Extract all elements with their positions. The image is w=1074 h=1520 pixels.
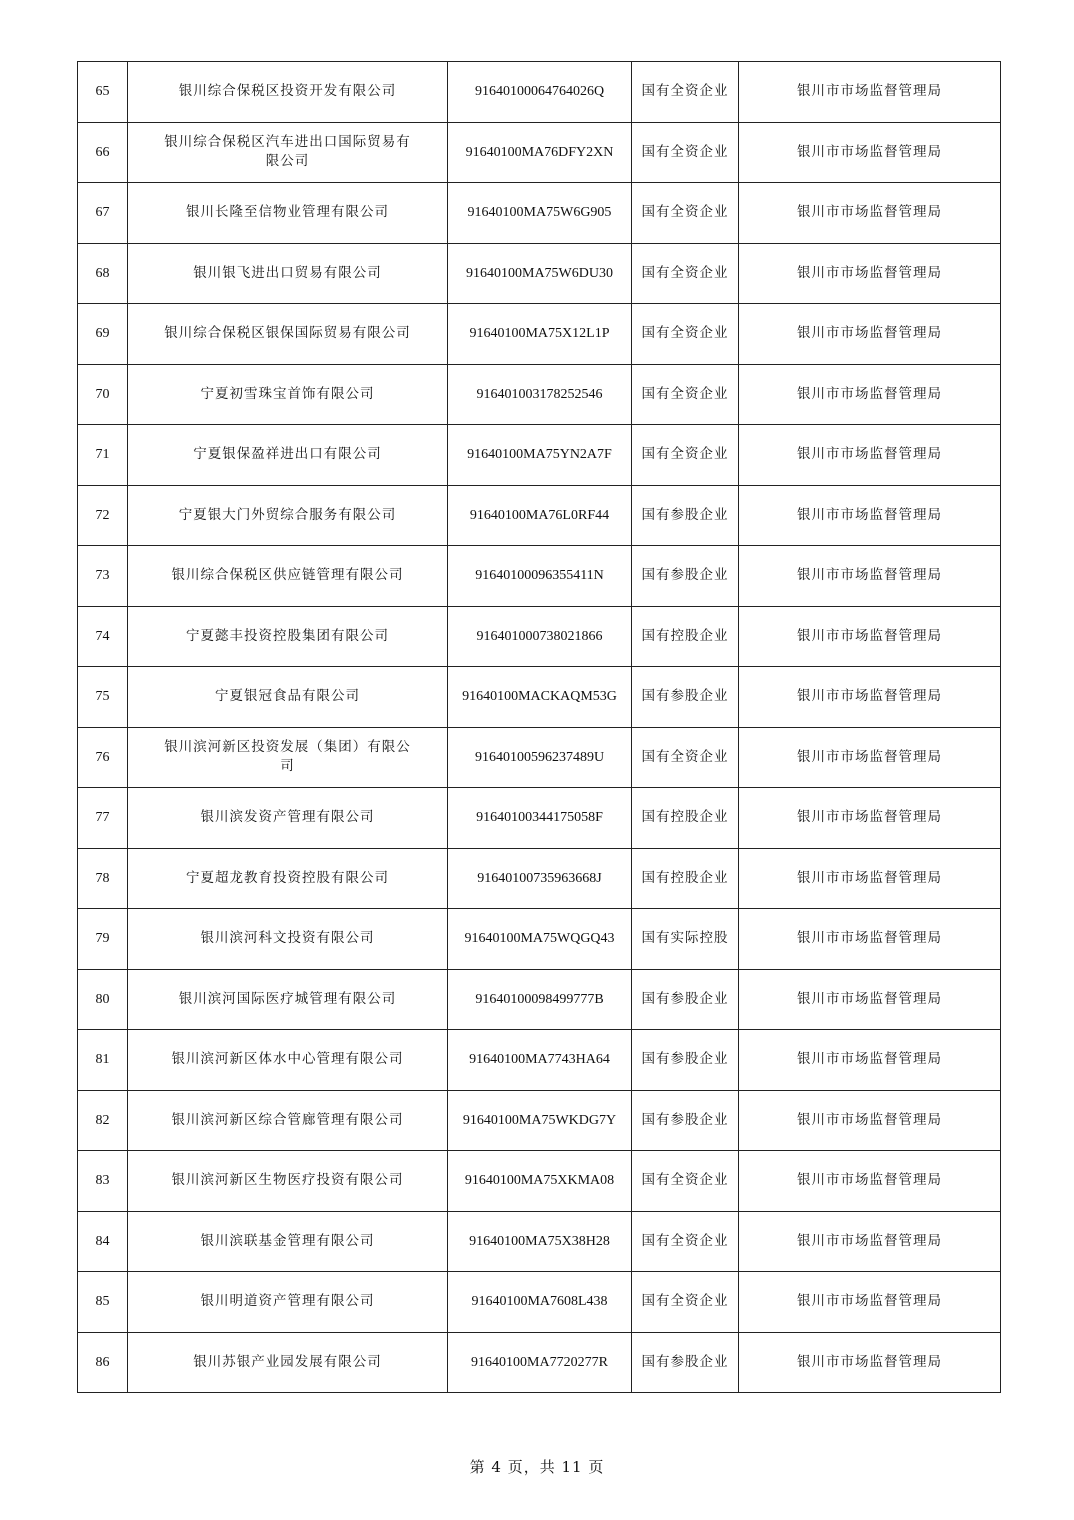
row-number: 73	[78, 546, 128, 607]
row-number: 65	[78, 62, 128, 123]
page-footer: 第 4 页，共 11 页	[469, 1458, 605, 1476]
enterprise-type: 国有全资企业	[632, 1211, 739, 1272]
credit-code: 91640100344175058F	[448, 788, 632, 849]
registration-authority: 银川市市场监督管理局	[739, 485, 1001, 546]
company-name: 银川综合保税区投资开发有限公司	[128, 62, 448, 123]
credit-code: 916401003178252546	[448, 364, 632, 425]
credit-code: 91640100735963668J	[448, 848, 632, 909]
credit-code: 91640100MA75W6DU30	[448, 243, 632, 304]
row-number: 68	[78, 243, 128, 304]
row-number: 72	[78, 485, 128, 546]
enterprise-type: 国有全资企业	[632, 727, 739, 788]
registration-authority: 银川市市场监督管理局	[739, 364, 1001, 425]
enterprise-type: 国有全资企业	[632, 122, 739, 183]
row-number: 75	[78, 667, 128, 728]
table-row	[78, 848, 1001, 909]
company-name: 宁夏初雪珠宝首饰有限公司	[128, 364, 448, 425]
table-row	[78, 1030, 1001, 1091]
row-number: 81	[78, 1030, 128, 1091]
credit-code: 91640100MA76DFY2XN	[448, 122, 632, 183]
company-name: 宁夏银保盈祥进出口有限公司	[128, 425, 448, 486]
credit-code: 91640100MA75W6G905	[448, 183, 632, 244]
registration-authority: 银川市市场监督管理局	[739, 304, 1001, 365]
row-number: 82	[78, 1090, 128, 1151]
row-number: 69	[78, 304, 128, 365]
company-name: 银川苏银产业园发展有限公司	[128, 1332, 448, 1393]
registration-authority: 银川市市场监督管理局	[739, 788, 1001, 849]
company-name: 宁夏懿丰投资控股集团有限公司	[128, 606, 448, 667]
table-row	[78, 969, 1001, 1030]
company-name: 宁夏银冠食品有限公司	[128, 667, 448, 728]
enterprise-type: 国有全资企业	[632, 1272, 739, 1333]
registration-authority: 银川市市场监督管理局	[739, 848, 1001, 909]
table-row	[78, 122, 1001, 183]
enterprise-type: 国有参股企业	[632, 485, 739, 546]
enterprise-type: 国有参股企业	[632, 969, 739, 1030]
credit-code: 91640100MA75WKDG7Y	[448, 1090, 632, 1151]
table-row	[78, 1151, 1001, 1212]
registration-authority: 银川市市场监督管理局	[739, 606, 1001, 667]
company-name: 银川综合保税区银保国际贸易有限公司	[128, 304, 448, 365]
registration-authority: 银川市市场监督管理局	[739, 1332, 1001, 1393]
company-name: 宁夏银大门外贸综合服务有限公司	[128, 485, 448, 546]
credit-code: 91640100MA7720277R	[448, 1332, 632, 1393]
company-name: 银川滨联基金管理有限公司	[128, 1211, 448, 1272]
table-row	[78, 243, 1001, 304]
enterprise-type: 国有参股企业	[632, 1090, 739, 1151]
company-name: 银川滨发资产管理有限公司	[128, 788, 448, 849]
company-name: 银川滨河新区投资发展（集团）有限公司	[128, 727, 448, 788]
enterprise-type: 国有全资企业	[632, 183, 739, 244]
row-number: 86	[78, 1332, 128, 1393]
registration-authority: 银川市市场监督管理局	[739, 909, 1001, 970]
company-name: 银川滨河新区体水中心管理有限公司	[128, 1030, 448, 1091]
credit-code: 91640100MA7608L438	[448, 1272, 632, 1333]
registration-authority: 银川市市场监督管理局	[739, 1151, 1001, 1212]
row-number: 77	[78, 788, 128, 849]
row-number: 84	[78, 1211, 128, 1272]
company-name: 银川滨河新区综合管廊管理有限公司	[128, 1090, 448, 1151]
table-row	[78, 425, 1001, 486]
enterprise-type: 国有全资企业	[632, 425, 739, 486]
credit-code: 91640100MA75YN2A7F	[448, 425, 632, 486]
company-name: 银川明道资产管理有限公司	[128, 1272, 448, 1333]
table-row	[78, 727, 1001, 788]
company-name: 银川综合保税区汽车进出口国际贸易有限公司	[128, 122, 448, 183]
table-row	[78, 364, 1001, 425]
table-row	[78, 485, 1001, 546]
company-name: 银川综合保税区供应链管理有限公司	[128, 546, 448, 607]
company-name: 银川滨河新区生物医疗投资有限公司	[128, 1151, 448, 1212]
company-name: 银川滨河科文投资有限公司	[128, 909, 448, 970]
enterprise-type: 国有全资企业	[632, 243, 739, 304]
company-name: 银川长隆至信物业管理有限公司	[128, 183, 448, 244]
row-number: 70	[78, 364, 128, 425]
enterprise-type: 国有控股企业	[632, 788, 739, 849]
registration-authority: 银川市市场监督管理局	[739, 969, 1001, 1030]
enterprise-type: 国有参股企业	[632, 1030, 739, 1091]
credit-code: 91640100MA75XKMA08	[448, 1151, 632, 1212]
registration-authority: 银川市市场监督管理局	[739, 122, 1001, 183]
credit-code: 91640100MACKAQM53G	[448, 667, 632, 728]
registration-authority: 银川市市场监督管理局	[739, 546, 1001, 607]
row-number: 76	[78, 727, 128, 788]
registration-authority: 银川市市场监督管理局	[739, 62, 1001, 123]
registration-authority: 银川市市场监督管理局	[739, 243, 1001, 304]
enterprise-type: 国有控股企业	[632, 848, 739, 909]
enterprise-type: 国有参股企业	[632, 546, 739, 607]
registration-authority: 银川市市场监督管理局	[739, 1030, 1001, 1091]
credit-code: 91640100MA75X12L1P	[448, 304, 632, 365]
table-row	[78, 304, 1001, 365]
table-row	[78, 788, 1001, 849]
row-number: 83	[78, 1151, 128, 1212]
table-row	[78, 1332, 1001, 1393]
table-row	[78, 62, 1001, 123]
credit-code: 91640100MA76L0RF44	[448, 485, 632, 546]
table-row	[78, 606, 1001, 667]
enterprise-type: 国有全资企业	[632, 304, 739, 365]
enterprise-type: 国有参股企业	[632, 667, 739, 728]
row-number: 79	[78, 909, 128, 970]
row-number: 78	[78, 848, 128, 909]
credit-code: 916401000738021866	[448, 606, 632, 667]
company-name: 宁夏超龙教育投资控股有限公司	[128, 848, 448, 909]
table-row	[78, 909, 1001, 970]
enterprise-type: 国有实际控股	[632, 909, 739, 970]
table-row	[78, 183, 1001, 244]
enterprise-type: 国有全资企业	[632, 364, 739, 425]
row-number: 80	[78, 969, 128, 1030]
registration-authority: 银川市市场监督管理局	[739, 1272, 1001, 1333]
row-number: 85	[78, 1272, 128, 1333]
credit-code: 91640100MA75X38H28	[448, 1211, 632, 1272]
table-row	[78, 1211, 1001, 1272]
enterprise-table	[77, 61, 1001, 1393]
table-row	[78, 1272, 1001, 1333]
enterprise-type: 国有全资企业	[632, 1151, 739, 1212]
enterprise-type: 国有控股企业	[632, 606, 739, 667]
company-name: 银川银飞进出口贸易有限公司	[128, 243, 448, 304]
registration-authority: 银川市市场监督管理局	[739, 727, 1001, 788]
enterprise-type: 国有参股企业	[632, 1332, 739, 1393]
registration-authority: 银川市市场监督管理局	[739, 1211, 1001, 1272]
table-row	[78, 667, 1001, 728]
credit-code: 91640100596237489U	[448, 727, 632, 788]
registration-authority: 银川市市场监督管理局	[739, 425, 1001, 486]
row-number: 71	[78, 425, 128, 486]
row-number: 67	[78, 183, 128, 244]
credit-code: 91640100096355411N	[448, 546, 632, 607]
registration-authority: 银川市市场监督管理局	[739, 183, 1001, 244]
credit-code: 91640100098499777B	[448, 969, 632, 1030]
table-row	[78, 1090, 1001, 1151]
row-number: 74	[78, 606, 128, 667]
registration-authority: 银川市市场监督管理局	[739, 1090, 1001, 1151]
enterprise-type: 国有全资企业	[632, 62, 739, 123]
credit-code: 91640100MA75WQGQ43	[448, 909, 632, 970]
row-number: 66	[78, 122, 128, 183]
table-row	[78, 546, 1001, 607]
credit-code: 91640100MA7743HA64	[448, 1030, 632, 1091]
company-name: 银川滨河国际医疗城管理有限公司	[128, 969, 448, 1030]
credit-code: 91640100064764026Q	[448, 62, 632, 123]
enterprise-table-body	[78, 62, 1001, 1393]
registration-authority: 银川市市场监督管理局	[739, 667, 1001, 728]
